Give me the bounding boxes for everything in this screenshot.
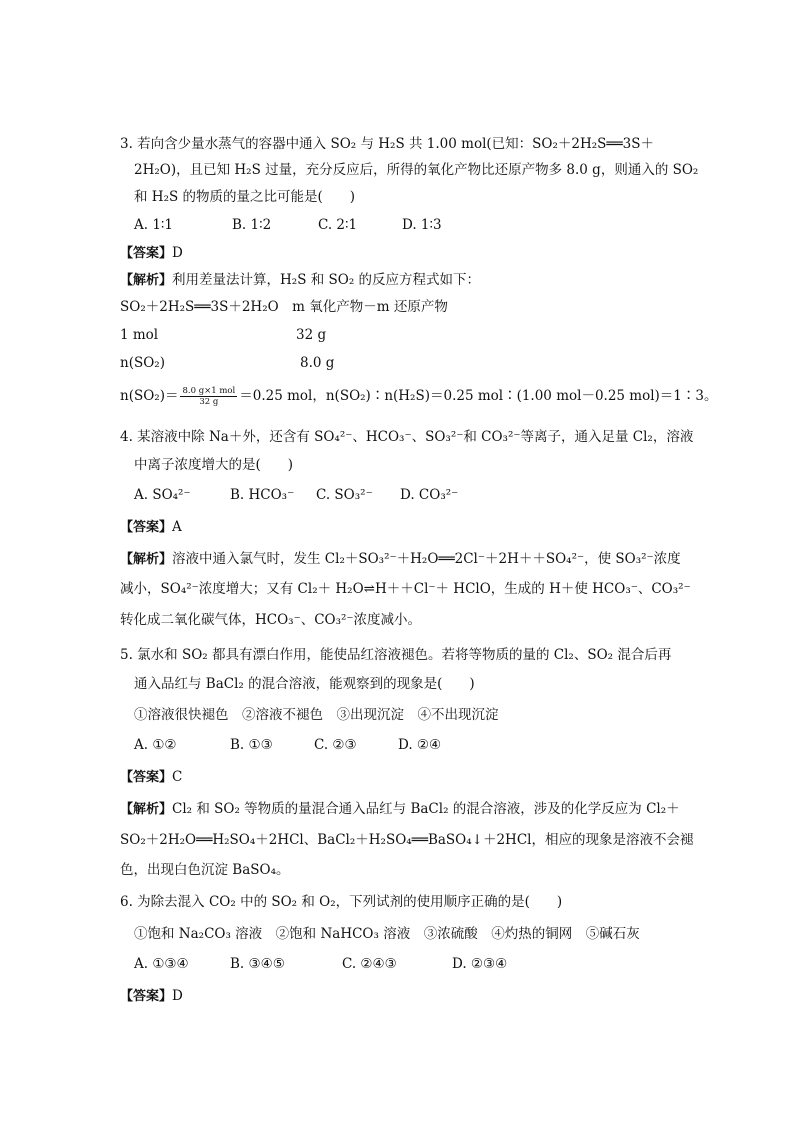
q4-option-a: A. SO₄²⁻ <box>134 487 191 503</box>
calc-prefix: n(SO₂)＝ <box>120 388 179 404</box>
fraction-denominator: 32 g <box>199 397 219 407</box>
q4-analysis-line1 <box>120 549 681 570</box>
answer-label: 【答案】 <box>120 520 173 535</box>
answer-label: 【答案】 <box>120 989 173 1004</box>
q5-option-b: B. ①③ <box>230 737 273 753</box>
q3-stem-line1: 3. 若向含少量水蒸气的容器中通入 SO₂ 与 H₂S 共 1.00 mol(已知：SO₂＋2H₂S══3S＋ <box>120 136 654 152</box>
q6-option-b: B. ③④⑤ <box>230 956 285 972</box>
analysis-text: 溶液中通入氯气时，发生 Cl₂＋SO₃²⁻＋H₂O══2Cl⁻＋2H＋＋SO₄²⁻，使 SO₃²⁻浓度 <box>172 551 681 567</box>
answer-label: 【答案】 <box>120 246 173 261</box>
q3-stem-line3: 和 H₂S 的物质的量之比可能是( ) <box>134 189 356 205</box>
q3-option-a: A. 1∶1 <box>134 217 174 233</box>
calc-suffix: ＝0.25 mol，n(SO₂)∶n(H₂S)＝0.25 mol∶(1.00 mol－0.25 mol)＝1∶3。 <box>239 388 718 404</box>
q3-answer <box>120 243 183 264</box>
q6-choices: ①饱和 Na₂CO₃ 溶液 ②饱和 NaHCO₃ 溶液 ③浓硫酸 ④灼热的铜网 ⑤碱石灰 <box>134 926 640 942</box>
answer-value: A <box>172 519 182 535</box>
q5-analysis-line3: 色，出现白色沉淀 BaSO₄。 <box>120 862 290 878</box>
q5-choices: ①溶液很快褪色 ②溶液不褪色 ③出现沉淀 ④不出现沉淀 <box>134 707 499 723</box>
q5-stem-line1: 5. 氯水和 SO₂ 都具有漂白作用，能使品红溶液褪色。若将等物质的量的 Cl₂、SO₂ 混合后再 <box>120 647 672 663</box>
q5-answer <box>120 767 182 788</box>
q6-options <box>134 954 507 974</box>
q6-option-c: C. ②④③ <box>342 956 397 972</box>
q6-option-a: A. ①③④ <box>134 956 189 972</box>
q3-calculation <box>120 386 717 407</box>
q4-option-d: D. CO₃²⁻ <box>400 487 459 503</box>
q3-options <box>134 215 442 235</box>
q3-option-c: C. 2∶1 <box>318 217 358 233</box>
q6-option-d: D. ②③④ <box>452 956 508 972</box>
answer-value: C <box>172 769 183 785</box>
analysis-text: 利用差量法计算，H₂S 和 SO₂ 的反应方程式如下： <box>172 272 481 288</box>
q4-option-b: B. HCO₃⁻ <box>230 487 295 503</box>
q4-answer <box>120 517 182 538</box>
q3-analysis-line1 <box>120 270 480 291</box>
analysis-label: 【解析】 <box>120 802 173 817</box>
q3-equation: SO₂＋2H₂S══3S＋2H₂O m 氧化产物－m 还原产物 <box>120 299 448 315</box>
q5-option-d: D. ②④ <box>398 737 442 753</box>
q4-analysis-line2: 减小，SO₄²⁻浓度增大；又有 Cl₂＋ H₂O⇌H＋＋Cl⁻＋ HClO，生成的 H＋使 HCO₃⁻、CO₃²⁻ <box>120 581 691 597</box>
q5-analysis-line2: SO₂＋2H₂O══H₂SO₄＋2HCl、BaCl₂＋H₂SO₄══BaSO₄↓＋2HCl，相应的现象是溶液不会褪 <box>120 832 694 848</box>
answer-value: D <box>172 988 183 1004</box>
q3-stem-line2: 2H₂O)，且已知 H₂S 过量，充分反应后，所得的氧化产物比还原产物多 8.0 g，则通入的 SO₂ <box>134 162 699 178</box>
q6-stem-line1: 6. 为除去混入 CO₂ 中的 SO₂ 和 O₂，下列试剂的使用顺序正确的是( ) <box>120 894 563 910</box>
q3-option-d: D. 1∶3 <box>402 217 442 233</box>
q3-row2-right: 8.0 g <box>300 355 335 371</box>
analysis-label: 【解析】 <box>120 552 173 567</box>
fraction-numerator: 8.0 g×1 mol <box>182 386 236 396</box>
q3-row1-right: 32 g <box>296 327 327 343</box>
analysis-label: 【解析】 <box>120 273 173 288</box>
calc-fraction <box>180 386 237 407</box>
q4-stem-line2: 中离子浓度增大的是( ) <box>134 457 294 473</box>
q3-row1-left: 1 mol <box>120 327 159 343</box>
q4-analysis-line3: 转化成二氧化碳气体，HCO₃⁻、CO₃²⁻浓度减小。 <box>120 612 422 628</box>
q3-row2-left: n(SO₂) <box>120 355 165 371</box>
q5-option-a: A. ①② <box>134 737 177 753</box>
q5-options <box>134 735 441 755</box>
q5-analysis-line1 <box>120 799 680 820</box>
answer-value: D <box>172 245 183 261</box>
q5-stem-line2: 通入品红与 BaCl₂ 的混合溶液，能观察到的现象是( ) <box>134 676 475 692</box>
analysis-text: Cl₂ 和 SO₂ 等物质的量混合通入品红与 BaCl₂ 的混合溶液，涉及的化学反应为 Cl₂＋ <box>172 801 680 817</box>
q4-option-c: C. SO₃²⁻ <box>316 487 373 503</box>
answer-label: 【答案】 <box>120 770 173 785</box>
q5-option-c: C. ②③ <box>314 737 357 753</box>
q3-option-b: B. 1∶2 <box>232 217 272 233</box>
q4-options <box>134 485 458 505</box>
q6-answer <box>120 986 183 1007</box>
q4-stem-line1: 4. 某溶液中除 Na＋外，还含有 SO₄²⁻、HCO₃⁻、SO₃²⁻和 CO₃²⁻等离子，通入足量 Cl₂，溶液 <box>120 429 694 445</box>
